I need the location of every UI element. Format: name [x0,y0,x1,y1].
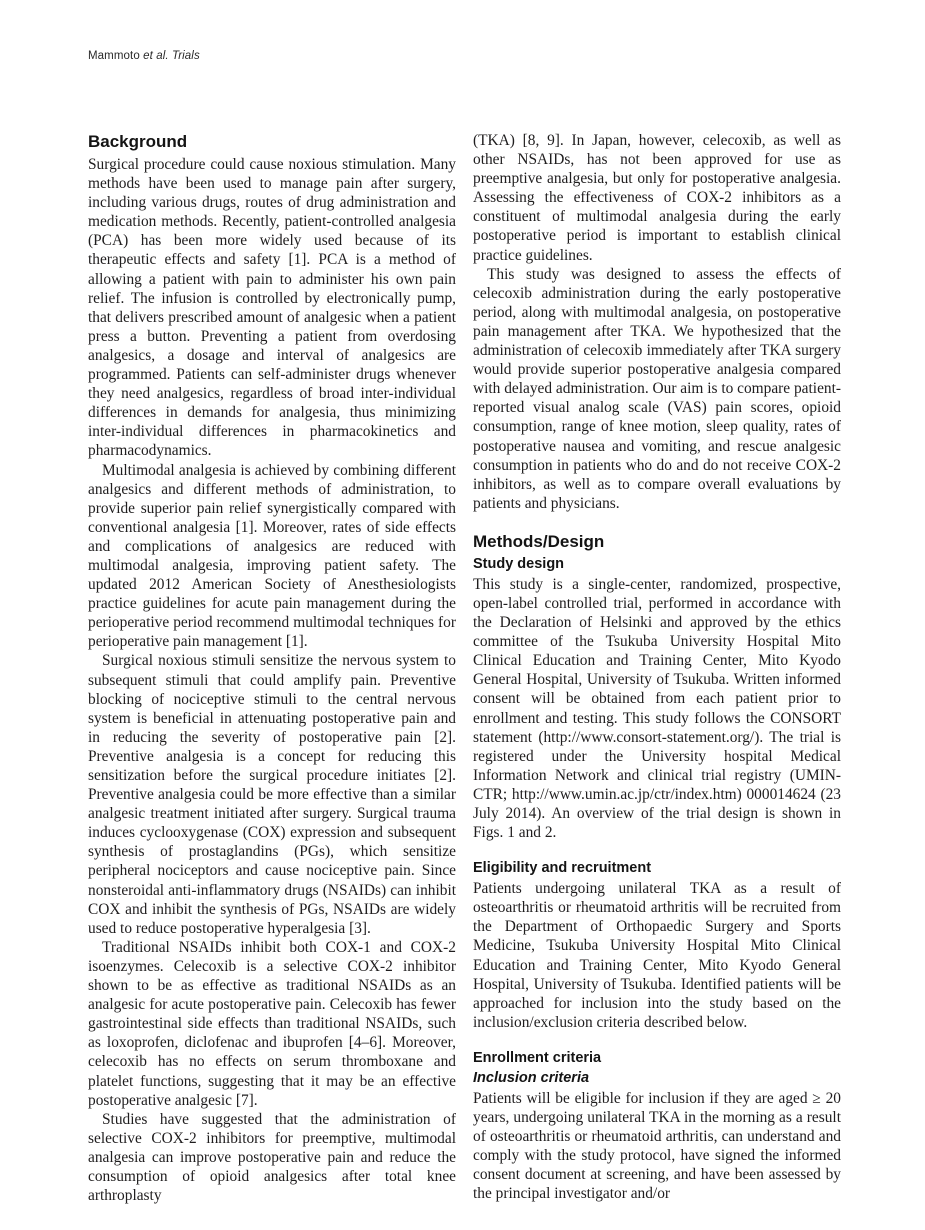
paragraph-background-5: Studies have suggested that the administration of selective COX-2 inhibitors for preemptive, multimodal analgesia can improve postoperative pain and reduce the consumption of opioid analgesics after total knee arthroplasty [88,1110,456,1205]
running-head-journal: et al. Trials [143,50,200,62]
paragraph-eligibility: Patients undergoing unilateral TKA as a result of osteoarthritis or rheumatoid arthritis will be recruited from the Department of Orthopaedic Surgery and Sports Medicine, Tsukuba University Hospital Mito Clinical Education and Training Center, Mito Kyodo General Hospital, University of Tsukuba. Identified patients will be approached for inclusion into the study based on the inclusion/exclusion criteria described below. [473,880,841,1031]
section-heading-methods-design: Methods/Design [473,531,605,551]
paragraph-background-4: Traditional NSAIDs inhibit both COX-1 and COX-2 isoenzymes. Celecoxib is a selective COX-2 inhibitor shown to be as effective as traditional NSAIDs as an analgesic for acute postoperative pain. Celecoxib has fewer gastrointestinal side effects than traditional NSAIDs, such as loxoprofen, diclofenac and ibuprofen [4–6]. Moreover, celecoxib has no effects on serum thromboxane and platelet functions, suggesting that it may be an effective postoperative analgesic [7]. [88,938,456,1109]
two-column-body [88,131,841,1205]
paragraph-background-continuation: (TKA) [8, 9]. In Japan, however, celecoxib, as well as other NSAIDs, has not been approved for use as preemptive analgesia, but only for postoperative analgesia. Assessing the effectiveness of COX-2 inhibitors as a constituent of multimodal analgesia during the early postoperative period is important to establish clinical practice guidelines. [473,132,841,264]
subsection-heading-eligibility: Eligibility and recruitment [473,860,652,877]
running-head [88,50,200,62]
paragraph-study-design: This study is a single-center, randomized, prospective, open-label controlled trial, performed in accordance with the Declaration of Helsinki and approved by the ethics committee of the Tsukuba University Hospital Mito Clinical Education and Training Center, Mito Kyodo General Hospital, University of Tsukuba. Written informed consent will be obtained from each patient prior to enrollment and testing. This study follows the CONSORT statement (http://www.consort-statement.org/). The trial is registered under the University hospital Medical Information Network and clinical trial registry (UMIN-CTR; http://www.umin.ac.jp/ctr/index.htm) 000014624 (23 July 2014). An overview of the trial design is shown in Figs. 1 and 2. [473,575,841,842]
subsubsection-heading-inclusion-criteria: Inclusion criteria [473,1069,590,1086]
paragraph-background-1: Surgical procedure could cause noxious stimulation. Many methods have been used to manage pain after surgery, including various drugs, routes of drug administration and medication methods. Recently, patient-controlled analgesia (PCA) has been more widely used because of its therapeutic effects and safety [1]. PCA is a method of allowing a patient with pain to administer his own pain relief. The infusion is controlled by electronically pump, that delivers prescribed amount of analgesic when a patient press a button. Preventing a patient from overdosing analgesics, a dosage and interval of analgesics are programmed. Patients can self-administer drugs whenever they need analgesics, regardless of broad inter-individual differences in demands for analgesia, thus minimizing inter-individual differences in pharmacokinetics and pharmacodynamics. [88,156,456,460]
subsection-heading-enrollment-criteria: Enrollment criteria [473,1049,602,1066]
running-head-authors: Mammoto [88,50,144,62]
left-column [88,131,456,1205]
right-column [473,131,841,1205]
paragraph-inclusion-criteria: Patients will be eligible for inclusion if they are aged ≥ 20 years, undergoing unilateral TKA in the morning as a result of osteoarthritis or rheumatoid arthritis, can understand and comply with the study protocol, have signed the informed consent document at screening, and have been assessed by the principal investigator and/or [473,1089,841,1203]
paragraph-background-2: Multimodal analgesia is achieved by combining different analgesics and different methods of administration, to provide superior pain relief synergistically compared with conventional analgesia [1]. Moreover, rates of side effects and complications of analgesics are reduced with multimodal analgesia, improving patient safety. The updated 2012 American Society of Anesthesiologists practice guidelines for acute pain management during the perioperative period recommend multimodal techniques for perioperative pain management [1]. [88,461,456,651]
paragraph-background-3: Surgical noxious stimuli sensitize the nervous system to subsequent stimuli that could amplify pain. Preventive blocking of nociceptive stimuli to the central nervous system is beneficial in attenuating postoperative pain and in reducing the severity of postoperative pain [2]. Preventive analgesia is a concept for reducing this sensitization before the surgical procedure initiates [2]. Preventive analgesia could be more effective than a similar analgesic treatment initiated after surgery. Surgical trauma induces cyclooxygenase (COX) expression and subsequent synthesis of prostaglandins (PGs), which sensitize peripheral nociceptors and cause nociceptive pain. Since nonsteroidal anti-inflammatory drugs (NSAIDs) can inhibit COX and inhibit the synthesis of PGs, NSAIDs are widely used to reduce postoperative hyperalgesia [3]. [88,652,456,937]
section-heading-background: Background [88,132,188,151]
paragraph-study-aims: This study was designed to assess the effects of celecoxib administration during the early postoperative period, along with multimodal analgesia, on postoperative pain management after TKA. We hypothesized that the administration of celecoxib immediately after TKA surgery would provide superior postoperative analgesia compared with delayed administration. Our aim is to compare patient-reported visual analog scale (VAS) pain scores, opioid consumption, range of knee motion, sleep quality, rates of postoperative nausea and vomiting, and rescue analgesic consumption in patients who do and do not receive COX-2 inhibitors, as well as to compare overall evaluations by patients and physicians. [473,265,841,512]
subsection-heading-study-design: Study design [473,555,565,572]
